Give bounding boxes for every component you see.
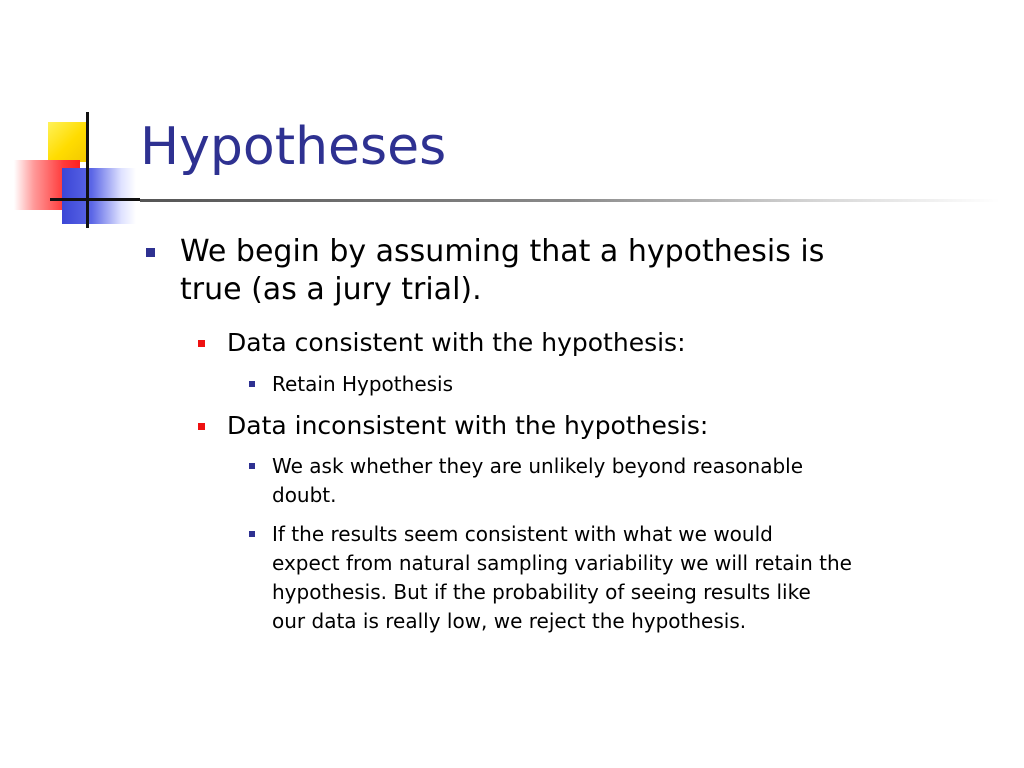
square-bullet-icon (146, 248, 155, 257)
bullet-item-2 (227, 327, 967, 359)
bullet-item-1 (180, 233, 970, 309)
bullet-item-5 (272, 452, 1002, 510)
bullet-text-line: If the results seem consistent with what we would (272, 522, 773, 546)
bullet-text-line: our data is really low, we reject the hypothesis. (272, 609, 747, 633)
bullet-text-line: Retain Hypothesis (272, 372, 454, 396)
square-bullet-icon (198, 340, 205, 347)
square-bullet-icon (249, 381, 255, 387)
slide-title: Hypotheses (140, 117, 447, 177)
horizontal-line-decoration (50, 198, 140, 201)
bullet-text-line: We ask whether they are unlikely beyond reasonable (272, 454, 804, 478)
bullet-text-line: Data inconsistent with the hypothesis: (227, 411, 709, 440)
title-underline (140, 199, 1000, 202)
bullet-item-4 (227, 410, 967, 442)
bullet-text-line: expect from natural sampling variability we will retain the (272, 551, 852, 575)
yellow-square-decoration (48, 122, 86, 162)
square-bullet-icon (249, 531, 255, 537)
bullet-item-3 (272, 370, 1002, 399)
square-bullet-icon (249, 463, 255, 469)
bullet-text-line: Data consistent with the hypothesis: (227, 328, 686, 357)
slide-logo (0, 0, 140, 230)
bullet-text-line: true (as a jury trial). (180, 272, 482, 307)
bullet-item-6 (272, 520, 1002, 636)
vertical-line-decoration (86, 112, 89, 228)
blue-square-decoration (62, 168, 136, 224)
bullet-text-line: hypothesis. But if the probability of seeing results like (272, 580, 811, 604)
square-bullet-icon (198, 423, 205, 430)
bullet-text-line: We begin by assuming that a hypothesis is (180, 234, 825, 269)
bullet-text-line: doubt. (272, 483, 337, 507)
